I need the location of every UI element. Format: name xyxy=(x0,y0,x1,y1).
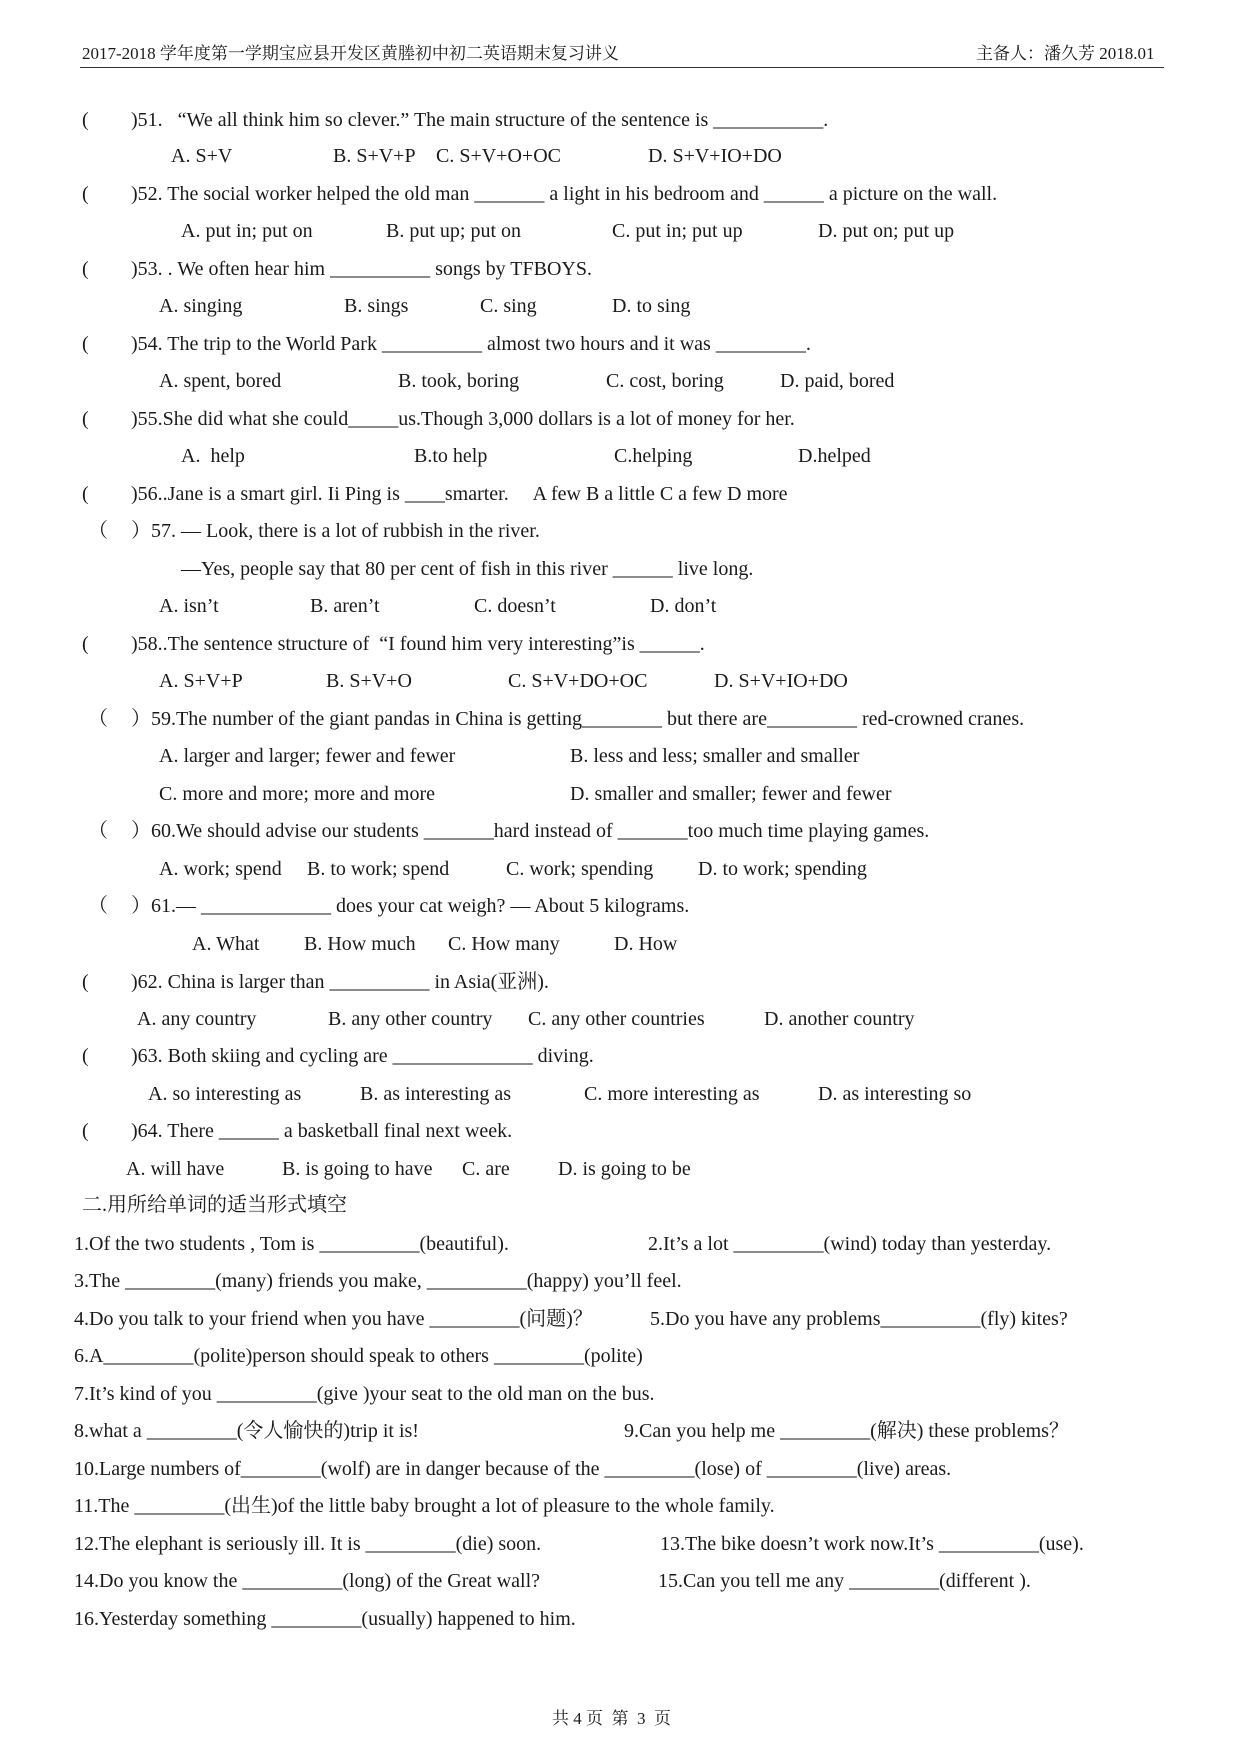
fill-blank-item: 9.Can you help me _________(解决) these problems？ xyxy=(624,1420,1069,1442)
option: B. took, boring xyxy=(398,370,520,392)
question-bracket: ( xyxy=(82,258,89,280)
option: A. isn’t xyxy=(159,595,219,617)
option: C. S+V+DO+OC xyxy=(508,670,648,692)
option: C. more interesting as xyxy=(584,1083,760,1105)
question-stem: ）59.The number of the giant pandas in China is getting________ but there are_________ red-crowned cranes. xyxy=(131,708,1025,730)
option: C. cost, boring xyxy=(606,370,724,392)
question-bracket: ( xyxy=(82,1120,89,1142)
header-title: 2017-2018 学年度第一学期宝应县开发区黄塍初中初二英语期末复习讲义 xyxy=(82,44,619,63)
fill-blank-item: 13.The bike doesn’t work now.It’s __________(use). xyxy=(660,1533,1084,1555)
option: A. larger and larger; fewer and fewer xyxy=(159,745,456,767)
fill-blank-item: 6.A_________(polite)person should speak to others _________(polite) xyxy=(74,1345,643,1367)
question-stem: ）57. — Look, there is a lot of rubbish in the river. xyxy=(131,520,540,542)
option: B. sings xyxy=(344,295,409,317)
question-bracket: ( xyxy=(82,183,89,205)
fill-blank-item: 1.Of the two students , Tom is __________(beautiful). xyxy=(74,1233,509,1255)
question-bracket: （ xyxy=(88,520,108,542)
question-bracket: ( xyxy=(82,971,89,993)
question-stem: )51. “We all think him so clever.” The main structure of the sentence is ___________. xyxy=(131,109,829,131)
option: A. help xyxy=(181,445,245,467)
option: B. How much xyxy=(304,933,416,955)
option: D. S+V+IO+DO xyxy=(714,670,848,692)
option: A. What xyxy=(192,933,260,955)
option: C.helping xyxy=(614,445,693,467)
question-bracket: ( xyxy=(82,408,89,430)
fill-blank-item: 8.what a _________(令人愉快的)trip it is! xyxy=(74,1420,419,1442)
question-bracket: ( xyxy=(82,1045,89,1067)
option: B. less and less; smaller and smaller xyxy=(570,745,860,767)
option: B. any other country xyxy=(328,1008,493,1030)
section-title: 二.用所给单词的适当形式填空 xyxy=(82,1194,347,1216)
question-bracket: ( xyxy=(82,483,89,505)
fill-blank-item: 15.Can you tell me any _________(different ). xyxy=(658,1570,1031,1592)
option: B.to help xyxy=(414,445,488,467)
option: D. is going to be xyxy=(558,1158,691,1180)
question-bracket: ( xyxy=(82,109,89,131)
question-bracket: ( xyxy=(82,633,89,655)
option: A. work; spend xyxy=(159,858,282,880)
option: D. How xyxy=(614,933,678,955)
fill-blank-item: 5.Do you have any problems__________(fly) kites? xyxy=(650,1308,1068,1330)
option: C. put in; put up xyxy=(612,220,743,242)
question-stem: )54. The trip to the World Park __________ almost two hours and it was _________. xyxy=(131,333,811,355)
option: A. any country xyxy=(137,1008,257,1030)
header-divider xyxy=(80,67,1164,68)
option: A. S+V+P xyxy=(159,670,243,692)
fill-blank-item: 2.It’s a lot _________(wind) today than yesterday. xyxy=(648,1233,1052,1255)
option: B. put up; put on xyxy=(386,220,522,242)
option: A. will have xyxy=(126,1158,225,1180)
option: D. to sing xyxy=(612,295,691,317)
option: C. work; spending xyxy=(506,858,654,880)
question-stem: ）61.— _____________ does your cat weigh? — About 5 kilograms. xyxy=(131,895,690,917)
option: D. to work; spending xyxy=(698,858,867,880)
option: A. S+V xyxy=(171,145,233,167)
option: B. aren’t xyxy=(310,595,380,617)
question-stem: )52. The social worker helped the old man _______ a light in his bedroom and ______ a picture on the wall. xyxy=(131,183,998,205)
option: B. S+V+P xyxy=(333,145,416,167)
option: A. singing xyxy=(159,295,243,317)
option: D. put on; put up xyxy=(818,220,955,242)
option: C. doesn’t xyxy=(474,595,556,617)
fill-blank-item: 11.The _________(出生)of the little baby brought a lot of pleasure to the whole family. xyxy=(74,1495,775,1517)
question-stem: )63. Both skiing and cycling are ______________ diving. xyxy=(131,1045,594,1067)
fill-blank-item: 4.Do you talk to your friend when you have _________(问题)？ xyxy=(74,1308,593,1330)
option: C. any other countries xyxy=(528,1008,705,1030)
question-stem: )56..Jane is a smart girl. Ii Ping is ____smarter. A few B a little C a few D more xyxy=(131,483,788,505)
option: D. don’t xyxy=(650,595,717,617)
question-bracket: （ xyxy=(88,708,108,730)
fill-blank-item: 12.The elephant is seriously ill. It is _________(die) soon. xyxy=(74,1533,542,1555)
option: D. another country xyxy=(764,1008,915,1030)
fill-blank-item: 14.Do you know the __________(long) of the Great wall? xyxy=(74,1570,541,1592)
option: C. S+V+O+OC xyxy=(436,145,561,167)
fill-blank-item: 16.Yesterday something _________(usually) happened to him. xyxy=(74,1608,576,1630)
option: D. smaller and smaller; fewer and fewer xyxy=(570,783,892,805)
fill-blank-item: 3.The _________(many) friends you make, __________(happy) you’ll feel. xyxy=(74,1270,682,1292)
option: C. How many xyxy=(448,933,560,955)
header-author: 主备人：潘久芳 2018.01 xyxy=(976,44,1155,63)
option: B. S+V+O xyxy=(326,670,412,692)
option: C. sing xyxy=(480,295,537,317)
option: A. so interesting as xyxy=(148,1083,302,1105)
fill-blank-item: 10.Large numbers of________(wolf) are in danger because of the _________(lose) of _________(live) areas. xyxy=(74,1458,952,1480)
option: D. as interesting so xyxy=(818,1083,972,1105)
option: A. put in; put on xyxy=(181,220,313,242)
option: B. is going to have xyxy=(282,1158,433,1180)
option: B. to work; spend xyxy=(307,858,450,880)
option: C. are xyxy=(462,1158,510,1180)
question-bracket: ( xyxy=(82,333,89,355)
option: B. as interesting as xyxy=(360,1083,512,1105)
question-continuation: —Yes, people say that 80 per cent of fish in this river ______ live long. xyxy=(181,558,754,580)
option: D. paid, bored xyxy=(780,370,895,392)
question-stem: )64. There ______ a basketball final next week. xyxy=(131,1120,513,1142)
option: C. more and more; more and more xyxy=(159,783,436,805)
option: A. spent, bored xyxy=(159,370,282,392)
question-stem: )55.She did what she could_____us.Though 3,000 dollars is a lot of money for her. xyxy=(131,408,795,430)
question-stem: )62. China is larger than __________ in Asia(亚洲). xyxy=(131,971,549,993)
page-number: 共 4 页 第 3 页 xyxy=(552,1709,671,1728)
question-bracket: （ xyxy=(88,820,108,842)
question-stem: )53. . We often hear him __________ songs by TFBOYS. xyxy=(131,258,592,280)
question-stem: ）60.We should advise our students _______hard instead of _______too much time playing games. xyxy=(131,820,930,842)
option: D.helped xyxy=(798,445,871,467)
question-bracket: （ xyxy=(88,895,108,917)
option: D. S+V+IO+DO xyxy=(648,145,782,167)
fill-blank-item: 7.It’s kind of you __________(give )your seat to the old man on the bus. xyxy=(74,1383,655,1405)
question-stem: )58..The sentence structure of “I found him very interesting”is ______. xyxy=(131,633,705,655)
